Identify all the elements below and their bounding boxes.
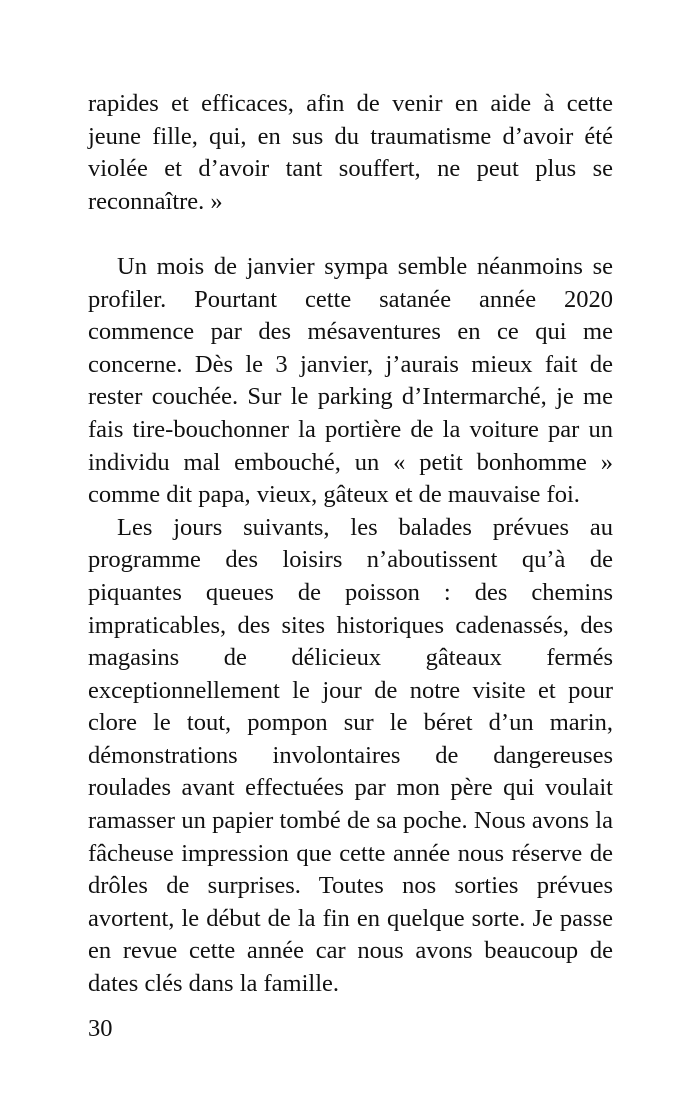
paragraph-gap (88, 218, 613, 251)
page-body (88, 88, 613, 1001)
paragraph-january: Un mois de janvier sympa semble néanmoins se profiler. Pourtant cette satanée année 2020 commence par des mésaventures en ce qui me concerne. Dès le 3 janvier, j’aurais mieux fait de rester couchée. Sur le parking d’Intermarché, je me fais tire-bouchonner la portière de la voiture par un individu mal embouché, un « petit bonhomme » comme dit papa, vieux, gâteux et de mauvaise foi. (88, 252, 613, 509)
page-number: 30 (88, 1015, 113, 1042)
paragraph-following-days: Les jours suivants, les balades prévues au programme des loisirs n’aboutissent qu’à de piquantes queues de poisson : des chemins impraticables, des sites historiques cadenassés, des magasins de délicieux gâteaux fermés exceptionnellement le jour de notre visite et pour clore le tout, pompon sur le béret d’un marin, démonstrations involontaires de dangereuses roulades avant effectuées par mon père qui voulait ramasser un papier tombé de sa poche. Nous avons la fâcheuse impression que cette année nous réserve de drôles de surprises. Toutes nos sorties prévues avortent, le début de la fin en quelque sorte. Je passe en revue cette année car nous avons beaucoup de dates clés dans la famille. (88, 513, 613, 998)
paragraph-continuation: rapides et efficaces, afin de venir en aide à cette jeune fille, qui, en sus du traumatisme d’avoir été violée et d’avoir tant souffert, ne peut plus se reconnaître. » (88, 90, 613, 215)
